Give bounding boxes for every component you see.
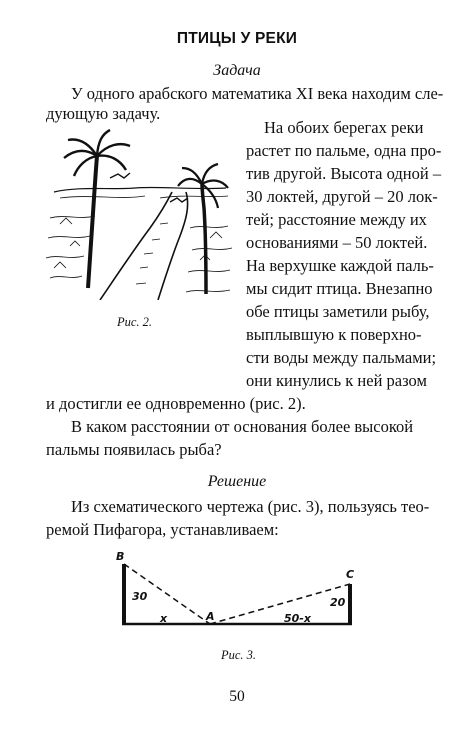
intro-line-1: У одного арабского математика XI века находим сле-	[71, 84, 444, 103]
palms-river-illustration	[40, 128, 240, 300]
label-20: 20	[330, 596, 346, 609]
label-50-x: 50-x	[284, 612, 311, 625]
short-palm-trunk	[202, 184, 206, 294]
fig3-caption: Рис. 3.	[221, 648, 257, 662]
after-line-2: В каком расстоянии от основания более высокой	[71, 417, 414, 436]
problem-line-8: мы сидит птица. Внезапно	[246, 279, 433, 298]
problem-line-10: выплывшую к поверхно-	[246, 325, 422, 344]
label-x: x	[160, 612, 168, 625]
solution-line-1: Из схематического чертежа (рис. 3), пользуясь тео-	[71, 497, 430, 516]
problem-line-1: На обоих берегах реки	[264, 118, 424, 137]
solution-line-2: ремой Пифагора, устанавливаем:	[46, 520, 279, 539]
problem-line-11: сти воды между пальмами;	[246, 348, 437, 367]
page-number: 50	[229, 688, 245, 705]
problem-line-12: они кинулись к ней разом	[246, 371, 427, 390]
after-line-1: и достигли ее одновременно (рис. 2).	[46, 394, 306, 413]
schematic-diagram	[100, 550, 380, 630]
solution-heading: Решение	[207, 473, 267, 490]
problem-line-5: тей; расстояние между их	[246, 210, 427, 229]
bird-right	[170, 198, 188, 202]
label-30: 30	[132, 590, 148, 603]
label-B: B	[116, 550, 125, 563]
page-title: ПТИЦЫ У РЕКИ	[176, 30, 298, 47]
horizon-line	[54, 187, 226, 192]
tall-palm-trunk	[88, 156, 97, 288]
intro-line-2: дующую задачу.	[46, 104, 161, 123]
problem-line-6: основаниями – 50 локтей.	[246, 233, 428, 252]
fig2-caption: Рис. 2.	[117, 315, 153, 329]
problem-line-9: обе птицы заметили рыбу,	[246, 302, 430, 321]
problem-line-4: 30 локтей, другой – 20 лок-	[246, 187, 438, 206]
label-C: C	[346, 568, 355, 581]
task-heading: Задача	[213, 62, 261, 79]
problem-line-7: На верхушке каждой паль-	[246, 256, 434, 275]
bird-left	[110, 173, 130, 178]
problem-line-2: растет по пальме, одна про-	[246, 141, 442, 160]
problem-line-3: тив другой. Высота одной –	[246, 164, 442, 183]
after-line-3: пальмы появилась рыба?	[46, 440, 222, 459]
label-A: A	[206, 610, 215, 623]
segment-AC	[210, 584, 350, 624]
